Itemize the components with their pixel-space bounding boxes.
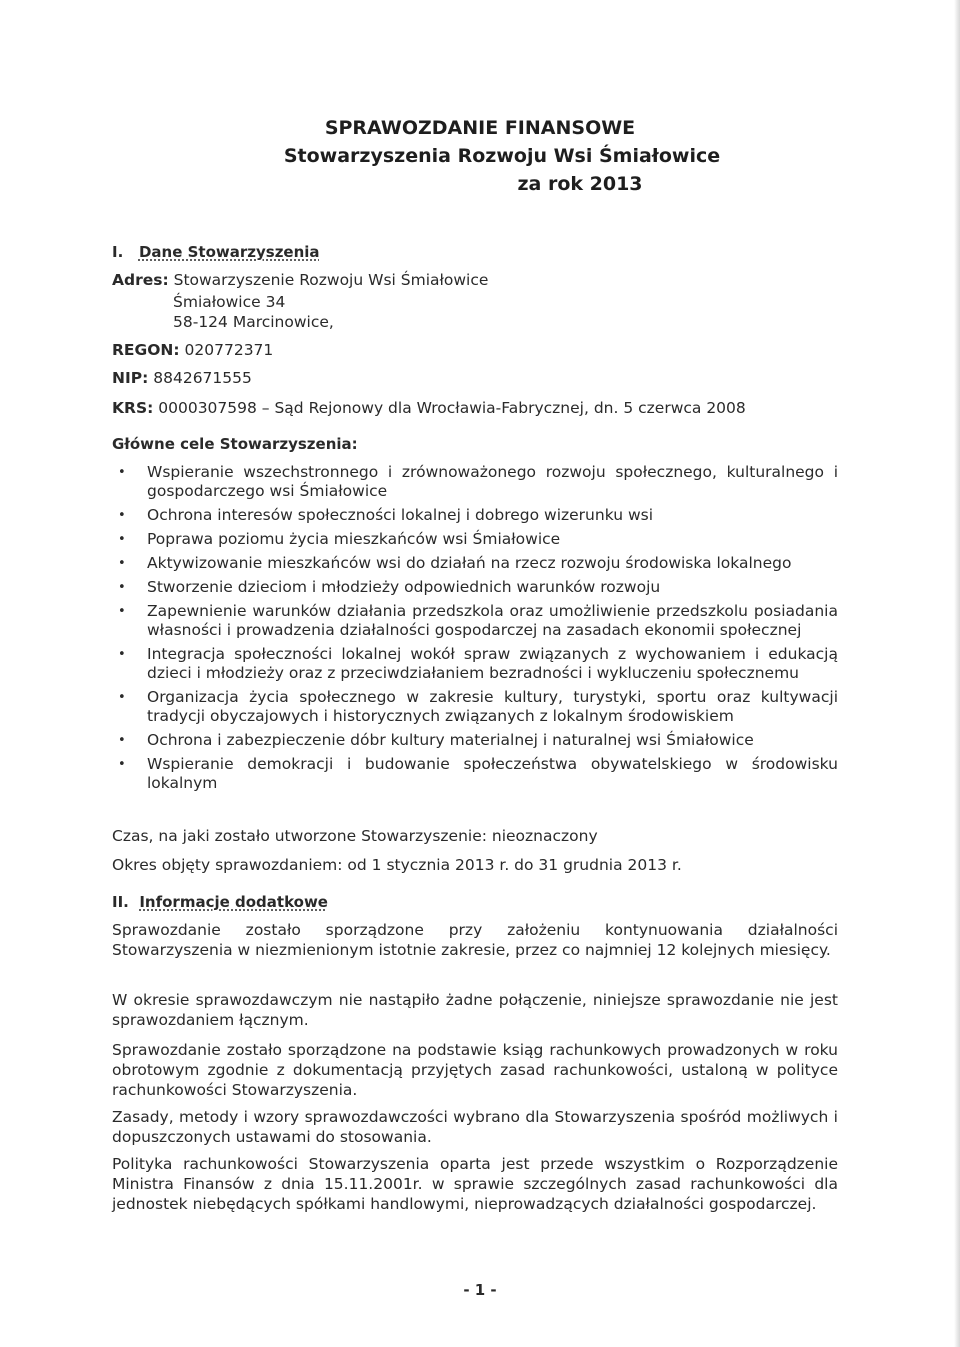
section-1-number: I.: [112, 243, 124, 261]
info-paragraph-5: Polityka rachunkowości Stowarzyszenia oparta jest przede wszystkim o Rozporządzenie Ministra Finansów z dnia 15.11.2001r. w sprawie szczególnych zasad rachunkowości dla jednostek niebędących spółkami handlowymi, nieprowadzących działalności gospodarczej.: [112, 1155, 838, 1213]
nip-value: 8842671555: [153, 369, 252, 387]
krs-row: [112, 398, 872, 418]
regon-label: REGON:: [112, 341, 180, 359]
title-line-2: Stowarzyszenia Rozwoju Wsi Śmiałowice: [283, 145, 721, 167]
info-paragraph-2: W okresie sprawozdawczym nie nastąpiło żadne połączenie, niniejsze sprawozdanie nie jest sprawozdaniem łącznym.: [112, 991, 838, 1029]
duration-statement: Czas, na jaki zostało utworzone Stowarzyszenie: nieoznaczony: [112, 827, 598, 845]
goals-list: [112, 463, 838, 798]
address-line-3: 58-124 Marcinowice,: [173, 313, 334, 331]
reporting-period: Okres objęty sprawozdaniem: od 1 stycznia 2013 r. do 31 grudnia 2013 r.: [112, 856, 682, 874]
section-2-number: II.: [112, 893, 129, 911]
address-line-1: Stowarzyszenie Rozwoju Wsi Śmiałowice: [173, 271, 489, 289]
goal-item: • Ochrona interesów społeczności lokalnej i dobrego wizerunku wsi: [112, 506, 838, 525]
scan-edge-shadow: [954, 0, 960, 1347]
goal-item: • Organizacja życia społecznego w zakresie kultury, turystyki, sportu oraz kultywacji tradycji obyczajowych i historycznych związanych z lokalnym środowiskiem: [112, 688, 838, 726]
goal-item: • Wspieranie demokracji i budowanie społeczeństwa obywatelskiego w środowisku lokalnym: [112, 755, 838, 793]
nip-row: [112, 368, 838, 388]
section-1-title: Dane Stowarzyszenia: [138, 243, 320, 261]
nip-label: NIP:: [112, 369, 149, 387]
goal-item: • Ochrona i zabezpieczenie dóbr kultury materialnej i naturalnej wsi Śmiałowice: [112, 731, 838, 750]
title-line-1: SPRAWOZDANIE FINANSOWE: [324, 117, 636, 139]
section-1-heading: [112, 242, 838, 262]
page-number: - 1 -: [463, 1281, 497, 1299]
address-label: Adres:: [112, 271, 169, 289]
info-paragraph-4: Zasady, metody i wzory sprawozdawczości wybrano dla Stowarzyszenia spośród możliwych i dopuszczonych ustawami do stosowania.: [112, 1108, 838, 1146]
info-paragraph-3: Sprawozdanie zostało sporządzone na podstawie ksiąg rachunkowych prowadzonych w roku obrotowym zgodnie z dokumentacją przyjętych zasad rachunkowości, ustaloną w polityce rachunkowości Stowarzyszenia.: [112, 1041, 838, 1099]
info-paragraph-1: Sprawozdanie zostało sporządzone przy założeniu kontynuowania działalności Stowarzyszenia w niezmienionym istotnie zakresie, przez co najmniej 12 kolejnych miesięcy.: [112, 921, 838, 959]
goal-item: • Integracja społeczności lokalnej wokół spraw związanych z wychowaniem i edukacją dzieci i młodzieży oraz z przeciwdziałaniem bezradności i wykluczeniu społecznemu: [112, 645, 838, 683]
section-2-heading: [112, 892, 838, 912]
goal-item: • Wspieranie wszechstronnego i zrównoważonego rozwoju społecznego, kulturalnego i gospodarczego wsi Śmiałowice: [112, 463, 838, 501]
address-row: [112, 270, 838, 290]
goal-item: • Aktywizowanie mieszkańców wsi do działań na rzecz rozwoju środowiska lokalnego: [112, 554, 838, 573]
krs-value: 0000307598 – Sąd Rejonowy dla Wrocławia-Fabrycznej, dn. 5 czerwca 2008: [158, 399, 746, 417]
krs-label: KRS:: [112, 399, 154, 417]
section-2-title: Informacje dodatkowe: [139, 893, 328, 911]
goal-item: • Zapewnienie warunków działania przedszkola oraz umożliwienie przedszkolu posiadania własności i prowadzenia działalności gospodarczej na zasadach ekonomii społecznej: [112, 602, 838, 640]
goals-heading: Główne cele Stowarzyszenia:: [112, 435, 358, 453]
title-line-3: za rok 2013: [517, 173, 643, 195]
regon-value: 020772371: [184, 341, 274, 359]
address-line-2: Śmiałowice 34: [173, 293, 286, 311]
goal-item: • Stworzenie dzieciom i młodzieży odpowiednich warunków rozwoju: [112, 578, 838, 597]
regon-row: [112, 340, 838, 360]
goal-item: • Poprawa poziomu życia mieszkańców wsi Śmiałowice: [112, 530, 838, 549]
